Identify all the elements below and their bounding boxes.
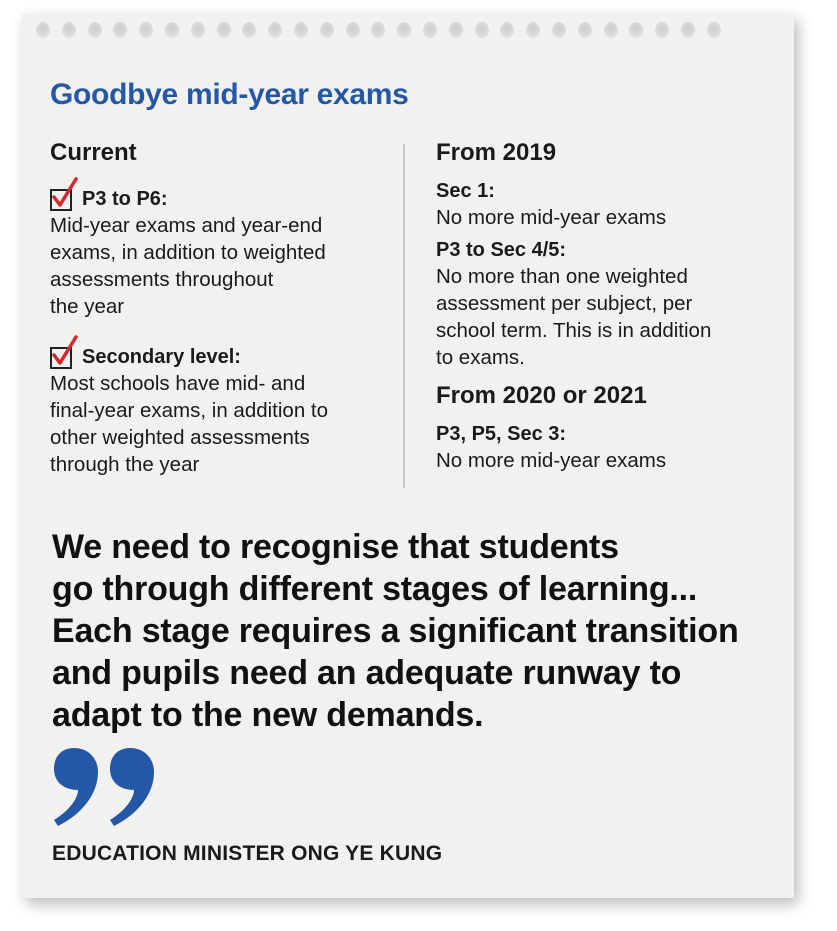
from-2019-heading: From 2019	[436, 139, 557, 166]
item-text	[50, 212, 390, 320]
quote-line: adapt to the new demands.	[52, 696, 484, 734]
binder-hole	[320, 22, 334, 38]
binder-hole	[217, 22, 231, 38]
binder-hole	[578, 22, 592, 38]
quote-attribution: EDUCATION MINISTER ONG YE KUNG	[52, 842, 443, 865]
binder-hole	[62, 22, 76, 38]
text-line: school term. This is in addition	[436, 319, 712, 342]
current-item-secondary	[50, 336, 390, 370]
text-line: assessments throughout	[50, 268, 274, 291]
binder-hole	[681, 22, 695, 38]
item-label: P3 to P6:	[82, 188, 168, 210]
binder-hole	[604, 22, 618, 38]
text-line: No more than one weighted	[436, 265, 688, 288]
binder-hole	[371, 22, 385, 38]
column-divider	[403, 144, 405, 488]
binder-hole	[423, 22, 437, 38]
binder-hole	[191, 22, 205, 38]
item-text	[436, 263, 776, 371]
binder-hole	[113, 22, 127, 38]
item-label: P3, P5, Sec 3:	[436, 423, 567, 445]
page-title: Goodbye mid-year exams	[50, 78, 409, 111]
from-2020-heading: From 2020 or 2021	[436, 382, 647, 409]
binder-hole	[294, 22, 308, 38]
binder-hole	[268, 22, 282, 38]
checkmark-icon	[50, 347, 72, 369]
item-text: No more mid-year exams	[436, 449, 667, 472]
binder-hole	[88, 22, 102, 38]
binder-hole	[36, 22, 50, 38]
binder-hole	[139, 22, 153, 38]
future-column	[436, 138, 776, 474]
text-line: exams, in addition to weighted	[50, 241, 326, 264]
binder-hole	[707, 22, 721, 38]
checkmark-icon	[50, 189, 72, 211]
quote-line: and pupils need an adequate runway to	[52, 654, 682, 692]
item-label: Secondary level:	[82, 346, 241, 368]
text-line: Most schools have mid- and	[50, 372, 306, 395]
binder-hole	[629, 22, 643, 38]
quote-line: go through different stages of learning...	[52, 570, 698, 608]
binder-hole	[526, 22, 540, 38]
item-label: P3 to Sec 4/5:	[436, 239, 567, 261]
binder-hole	[242, 22, 256, 38]
text-line: to exams.	[436, 346, 525, 369]
current-item-p3-p6	[50, 178, 390, 212]
binder-hole	[552, 22, 566, 38]
binder-hole	[655, 22, 669, 38]
text-line: final-year exams, in addition to	[50, 399, 329, 422]
binder-hole	[165, 22, 179, 38]
quote-line: We need to recognise that students	[52, 528, 619, 566]
infographic-card	[22, 14, 794, 898]
pull-quote	[52, 526, 772, 736]
binder-holes	[36, 22, 721, 38]
item-text: No more mid-year exams	[436, 206, 667, 229]
text-line: Mid-year exams and year-end	[50, 214, 323, 237]
binder-hole	[500, 22, 514, 38]
current-column	[50, 138, 390, 478]
text-line: assessment per subject, per	[436, 292, 693, 315]
text-line: other weighted assessments	[50, 426, 310, 449]
current-heading: Current	[50, 139, 137, 166]
item-text	[50, 370, 390, 478]
text-line: the year	[50, 295, 125, 318]
binder-hole	[397, 22, 411, 38]
text-line: through the year	[50, 453, 200, 476]
quote-line: Each stage requires a significant transition	[52, 612, 739, 650]
binder-hole	[346, 22, 360, 38]
item-label: Sec 1:	[436, 180, 495, 202]
quotation-mark-icon	[50, 746, 160, 828]
binder-hole	[449, 22, 463, 38]
binder-hole	[475, 22, 489, 38]
